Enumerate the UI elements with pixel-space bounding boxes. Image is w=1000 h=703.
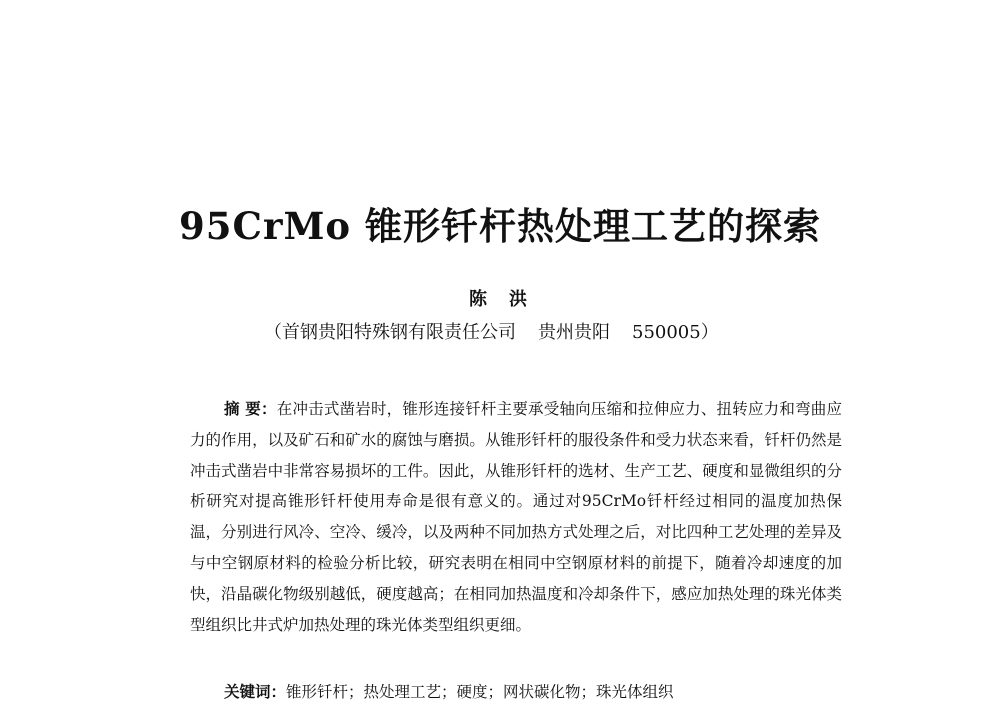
affiliation	[264, 318, 719, 344]
affiliation-close-paren: ）	[700, 322, 719, 343]
abstract-text: 在冲击式凿岩时，锥形连接钎杆主要承受轴向压缩和拉伸应力、扭转应力和弯曲应力的作用，以及矿石和矿水的腐蚀与磨损。从锥形钎杆的服役条件和受力状态来看，钎杆仍然是冲击式凿岩中非常容易损坏的工件。因此，从锥形钎杆的选材、生产工艺、硬度和显微组织的分析研究对提高锥形钎杆使用寿命是很有意义的。通过对95CrMo钎杆经过相同的温度加热保温，分别进行风冷、空冷、缓冷，以及两种不同加热方式处理之后，对比四种工艺处理的差异及与中空钢原材料的检验分析比较，研究表明在相同中空钢原材料的前提下，随着冷却速度的加快，沿晶碳化物级别越低，硬度越高；在相同加热温度和冷却条件下，感应加热处理的珠光体类型组织比井式炉加热处理的珠光体类型组织更细。	[190, 400, 842, 634]
keywords-text: 锥形钎杆；热处理工艺；硬度；网状碳化物；珠光体组织	[286, 683, 674, 701]
paper-title: 95CrMo 锥形钎杆热处理工艺的探索	[179, 204, 821, 248]
keywords-label: 关键词：	[224, 683, 287, 701]
abstract	[190, 394, 842, 640]
abstract-label: 摘 要：	[224, 400, 277, 418]
affiliation-postcode: 550005	[632, 322, 701, 343]
keywords	[224, 680, 674, 702]
author-name: 陈洪	[469, 289, 549, 310]
affiliation-org: 首钢贵阳特殊钢有限责任公司	[282, 322, 516, 343]
affiliation-city: 贵州贵阳	[538, 322, 610, 343]
affiliation-open-paren: （	[264, 322, 282, 343]
